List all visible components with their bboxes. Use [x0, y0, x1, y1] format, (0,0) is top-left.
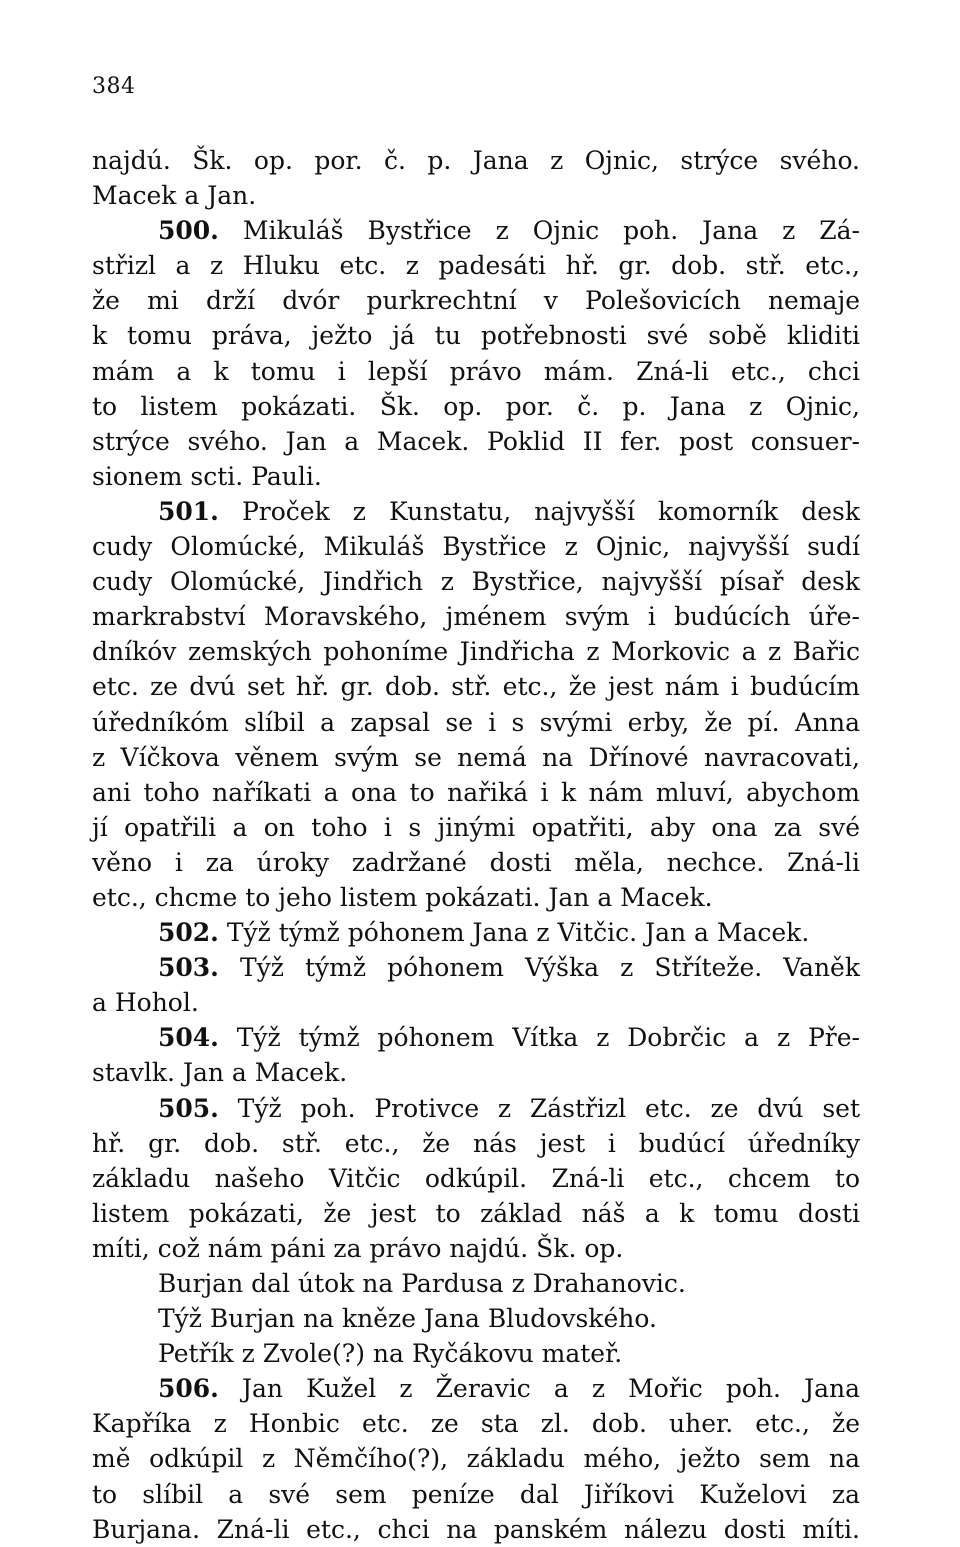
entry-start-line — [92, 1371, 860, 1406]
text-line — [92, 1301, 860, 1336]
line-text: Týž Burjan na kněze Jana Bludovského. — [158, 1304, 657, 1334]
line-text: najdú. Šk. op. por. č. p. Jana z Ojnic, strýce svého. — [92, 146, 860, 175]
line-text: ani toho naříkati a ona to nařiká i k nám mluví, abychom — [92, 777, 860, 807]
line-text: markrabství Moravského, jménem svým i budúcích úře- — [92, 602, 860, 632]
entry-number: 506. — [158, 1374, 219, 1404]
text-line — [92, 1336, 860, 1371]
line-text: Týž týmž póhonem Jana z Vitčic. Jan a Macek. — [218, 918, 810, 948]
text-line — [92, 529, 860, 564]
page-text — [92, 143, 860, 1547]
text-line — [92, 248, 860, 283]
text-line — [92, 459, 860, 494]
line-text: Macek a Jan. — [92, 181, 257, 211]
line-text: jí opatřili a on toho i s jinými opatřiti, aby ona za své — [92, 812, 860, 842]
line-text: dníkóv zemských pohoníme Jindřicha z Morkovic a z Bařic — [92, 637, 860, 667]
text-line — [92, 1406, 860, 1441]
text-line — [92, 318, 860, 353]
page-number: 384 — [92, 74, 136, 99]
entry-number: 504. — [158, 1023, 219, 1053]
entry-start-line — [92, 494, 860, 529]
text-line — [92, 599, 860, 634]
line-text: Kapříka z Honbic etc. ze sta zl. dob. uher. etc., že — [92, 1409, 860, 1439]
text-line — [92, 775, 860, 810]
text-line — [92, 1512, 860, 1547]
text-line — [92, 1266, 860, 1301]
line-text: to listem pokázati. Šk. op. por. č. p. Jana z Ojnic, — [92, 391, 860, 421]
text-line — [92, 178, 860, 213]
line-text: mám a k tomu i lepší právo mám. Zná-li etc., chci — [92, 356, 860, 386]
line-text: hř. gr. dob. stř. etc., že nás jest i budúcí úředníky — [92, 1128, 860, 1158]
entry-number: 503. — [158, 953, 219, 983]
line-text: sionem scti. Pauli. — [92, 461, 322, 491]
entry-start-line — [92, 1020, 860, 1055]
line-text: míti, což nám páni za právo najdú. Šk. op. — [92, 1233, 624, 1263]
line-text: Burjana. Zná-li etc., chci na panském nálezu dosti míti. — [92, 1514, 860, 1544]
text-line — [92, 143, 860, 178]
line-text: cudy Olomúcké, Mikuláš Bystřice z Ojnic, najvyšší sudí — [92, 532, 860, 562]
text-line — [92, 1477, 860, 1512]
text-line — [92, 845, 860, 880]
line-text: stavlk. Jan a Macek. — [92, 1058, 348, 1088]
line-text: Mikuláš Bystřice z Ojnic poh. Jana z Zá- — [218, 216, 860, 246]
line-text: k tomu práva, ježto já tu potřebnosti své sobě kliditi — [92, 321, 860, 351]
text-line — [92, 1441, 860, 1476]
entry-number: 502. — [158, 918, 219, 948]
line-text: listem pokázati, že jest to základ náš a k tomu dosti — [92, 1198, 860, 1228]
line-text: základu našeho Vitčic odkúpil. Zná-li etc., chcem to — [92, 1163, 860, 1193]
line-text: to slíbil a své sem peníze dal Jiříkovi Kuželovi za — [92, 1479, 860, 1509]
line-text: střizl a z Hluku etc. z padesáti hř. gr. dob. stř. etc., — [92, 251, 860, 281]
line-text: z Víčkova věnem svým se nemá na Dřínové navracovati, — [92, 742, 860, 772]
text-line — [92, 705, 860, 740]
text-line — [92, 740, 860, 775]
line-text: strýce svého. Jan a Macek. Poklid II fer. post consuer- — [92, 426, 860, 456]
text-line — [92, 1196, 860, 1231]
text-line — [92, 985, 860, 1020]
line-text: a Hohol. — [92, 988, 199, 1018]
line-text: etc., chcme to jeho listem pokázati. Jan a Macek. — [92, 882, 713, 912]
text-line — [92, 283, 860, 318]
line-text: Týž týmž póhonem Vítka z Dobrčic a z Pře- — [218, 1023, 860, 1053]
line-text: Proček z Kunstatu, najvyšší komorník desk — [218, 496, 860, 526]
text-line — [92, 389, 860, 424]
line-text: Týž poh. Protivce z Zástřizl etc. ze dvú set — [218, 1093, 860, 1123]
text-line — [92, 354, 860, 389]
text-line — [92, 564, 860, 599]
line-text: Týž týmž póhonem Výška z Stříteže. Vaněk — [218, 953, 860, 983]
line-text: mě odkúpil z Němčího(?), základu mého, ježto sem na — [92, 1444, 860, 1474]
line-text: Petřík z Zvole(?) na Ryčákovu mateř. — [158, 1339, 623, 1369]
entry-number: 501. — [158, 496, 219, 526]
entry-start-line — [92, 950, 860, 985]
text-line — [92, 1161, 860, 1196]
text-line — [92, 1231, 860, 1266]
line-text: Jan Kužel z Žeravic a z Mořic poh. Jana — [218, 1374, 860, 1404]
line-text: Burjan dal útok na Pardusa z Drahanovic. — [158, 1269, 686, 1298]
line-text: etc. ze dvú set hř. gr. dob. stř. etc., že jest nám i budúcím — [92, 672, 860, 702]
entry-start-line — [92, 213, 860, 248]
line-text: věno i za úroky zadržané dosti měla, nechce. Zná-li — [92, 847, 860, 877]
line-text: úředníkóm slíbil a zapsal se i s svými erby, že pí. Anna — [92, 707, 860, 737]
text-line — [92, 1126, 860, 1161]
entry-start-line — [92, 1091, 860, 1126]
text-line — [92, 424, 860, 459]
entry-number: 500. — [158, 216, 219, 246]
text-line — [92, 880, 860, 915]
text-line — [92, 669, 860, 704]
line-text: že mi drží dvór purkrechtní v Polešovicích nemaje — [92, 286, 860, 316]
text-line — [92, 810, 860, 845]
line-text: cudy Olomúcké, Jindřich z Bystřice, najvyšší písař desk — [92, 567, 860, 597]
entry-start-line — [92, 915, 860, 950]
text-line — [92, 634, 860, 669]
entry-number: 505. — [158, 1093, 219, 1123]
text-line — [92, 1055, 860, 1090]
